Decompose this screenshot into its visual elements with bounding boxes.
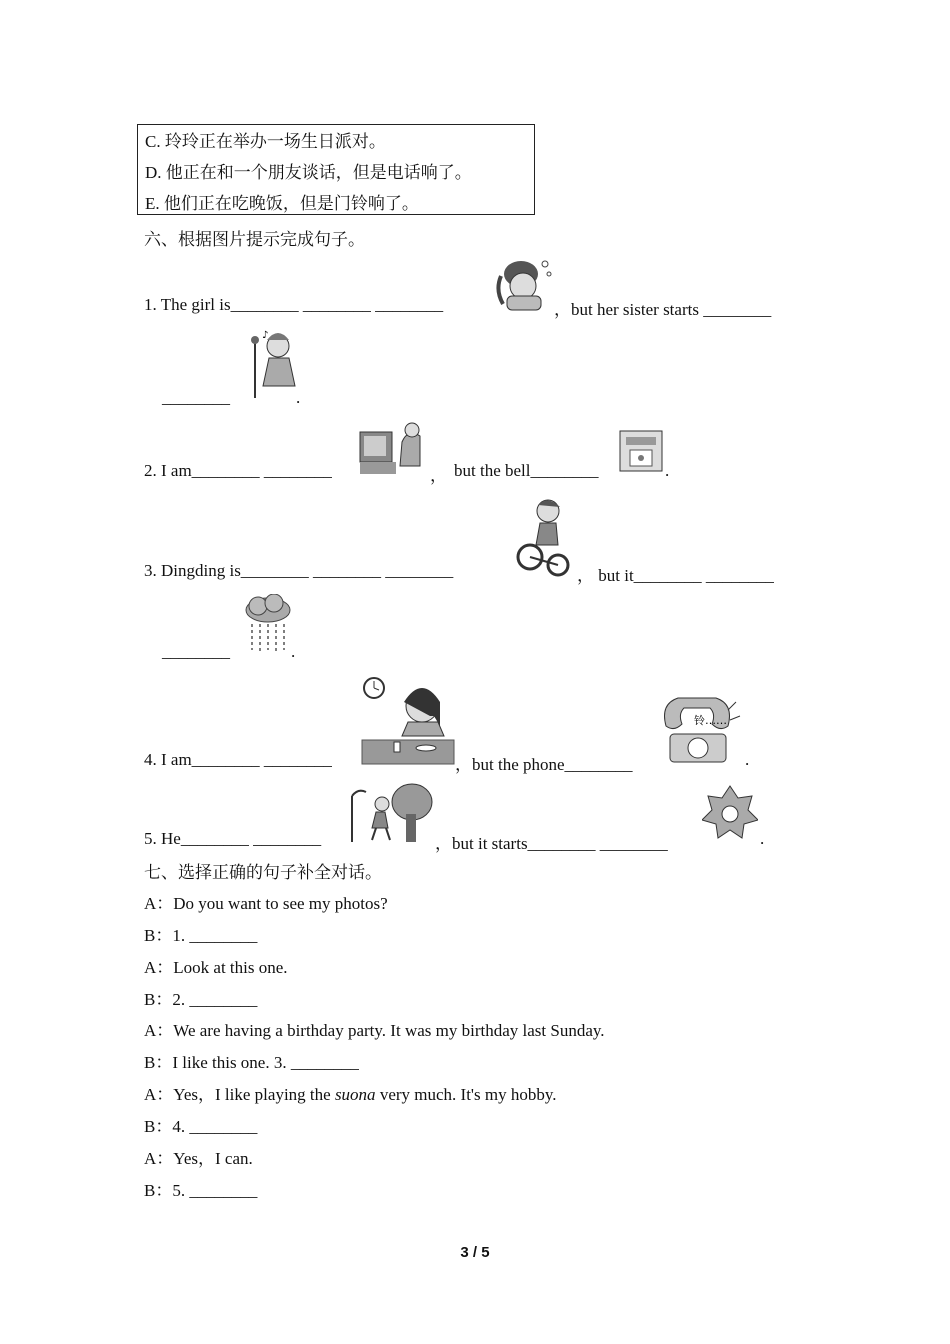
doorbell-image (618, 428, 666, 474)
girl-sleepy-image (493, 254, 555, 312)
q2-part-d: . (665, 461, 670, 480)
watching-tv-image (358, 418, 428, 476)
options-box (137, 124, 535, 215)
q1-part-b: ，but her sister starts ________ (554, 300, 772, 319)
ringing-phone-image (656, 690, 742, 768)
option-c: C. 玲玲正在举办一场生日派对。 (145, 132, 386, 151)
q4-part-a: 4. I am________ ________ (144, 750, 332, 769)
section6-heading: 六、根据图片提示完成句子。 (144, 230, 365, 249)
dialogue-line: B：1. ________ (144, 926, 258, 945)
q2-part-b: ， (430, 466, 447, 485)
girl-singing-image (245, 328, 300, 400)
q5-part-b: ，but it starts________ ________ (435, 834, 668, 853)
q1-part-c: ________ (162, 388, 230, 407)
option-e: E. 他们正在吃晚饭，但是门铃响了。 (145, 194, 419, 213)
boy-walking-image (346, 782, 436, 844)
q1-part-d: . (296, 388, 301, 407)
rain-cloud-image (242, 594, 294, 654)
q4-part-c: . (745, 750, 750, 769)
dialogue-line: B：5. ________ (144, 1181, 258, 1200)
q5-part-c: . (760, 829, 765, 848)
q3-part-d: . (291, 642, 296, 661)
q4-part-b: ，but the phone________ (455, 755, 633, 774)
q3-part-c: ________ (162, 642, 230, 661)
dialogue-line: A：Do you want to see my photos? (144, 894, 388, 913)
dialogue-line: A：We are having a birthday party. It was my birthday last Sunday. (144, 1021, 605, 1040)
ring-label: 铃…… (694, 714, 727, 727)
q1-part-a: 1. The girl is________ ________ ________ (144, 295, 444, 314)
dialogue-line: B：4. ________ (144, 1117, 258, 1136)
dialogue-line: A：Look at this one. (144, 958, 288, 977)
q3-part-b: ， but it________ ________ (577, 566, 774, 585)
svg-text:♪: ♪ (262, 330, 269, 341)
dialogue-line: B：I like this one. 3. ________ (144, 1053, 359, 1072)
q3-part-a: 3. Dingding is________ ________ ________ (144, 561, 454, 580)
section7-heading: 七、选择正确的句子补全对话。 (144, 863, 382, 882)
boy-cycling-image (516, 497, 576, 577)
option-d: D. 他正在和一个朋友谈话，但是电话响了。 (145, 163, 472, 182)
q2-part-c: but the bell________ (454, 461, 599, 480)
dialogue-line: A：Yes，I like playing the suona very much. It's my hobby. (144, 1085, 557, 1104)
q5-part-a: 5. He________ ________ (144, 829, 322, 848)
dialogue-line: B：2. ________ (144, 990, 258, 1009)
girl-eating-image (360, 676, 456, 766)
snowflake-image (702, 784, 758, 844)
dialogue-line: A：Yes，I can. (144, 1149, 253, 1168)
page-number: 3 / 5 (460, 1244, 490, 1261)
q2-part-a: 2. I am________ ________ (144, 461, 332, 480)
